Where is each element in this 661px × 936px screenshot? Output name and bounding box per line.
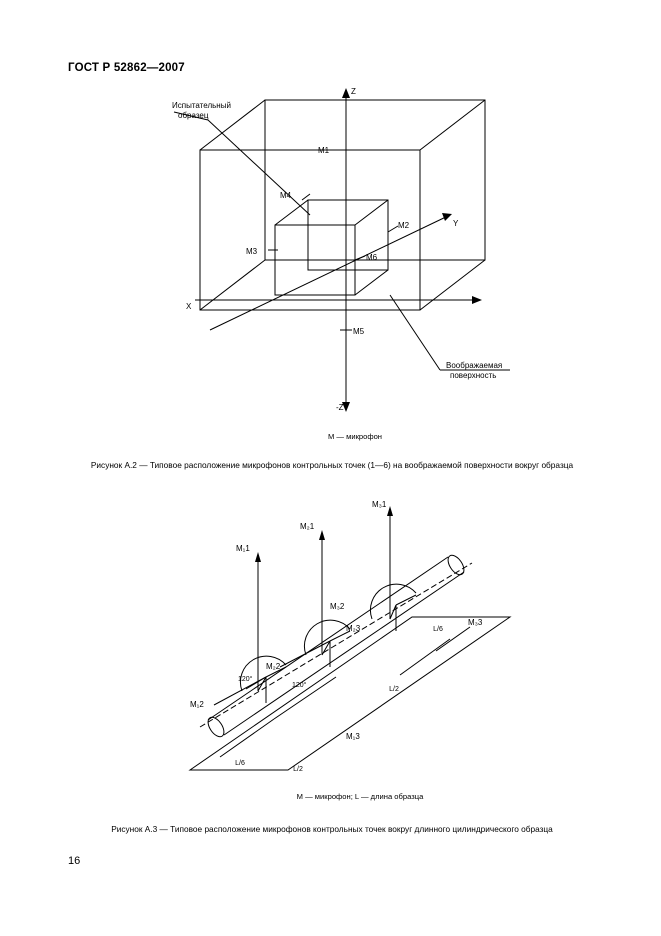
figure-a2-drawing — [150, 80, 550, 425]
label-specimen-line2: образец — [178, 111, 209, 120]
x-axis-arrow — [472, 296, 482, 304]
label-frac-l6-a: L/6 — [235, 760, 245, 767]
label-surface-line2: поверхность — [450, 371, 497, 380]
document-header: ГОСТ Р 52862—2007 — [68, 62, 185, 74]
label-axis-x: X — [186, 302, 192, 311]
mic-standard-arrow-3 — [387, 506, 393, 516]
label-m31: М₃1 — [372, 500, 387, 509]
page-number: 16 — [68, 855, 81, 867]
label-m3: М3 — [246, 247, 258, 256]
z-axis-arrow — [342, 88, 350, 98]
label-m5: М5 — [353, 327, 365, 336]
figure-a2-caption: Рисунок А.2 — Типовое расположение микрофонов контрольных точек (1—6) на воображаемой поверхности вокруг образца — [90, 460, 574, 470]
label-axis-minus-z: -Z — [336, 403, 344, 412]
label-m4: М4 — [280, 191, 292, 200]
figure-a3-drawing — [150, 495, 550, 795]
figure-a3-note: М — микрофон; L — длина образца — [296, 792, 424, 801]
label-angle-2: 120° — [292, 682, 307, 689]
label-m13: М₁3 — [346, 732, 360, 741]
label-m12: М₁2 — [190, 700, 204, 709]
label-frac-l2-a: L/2 — [293, 766, 303, 773]
figure-a2-note: М — микрофон — [327, 432, 383, 441]
figure-a3-caption: Рисунок А.3 — Типовое расположение микрофонов контрольных точек вокруг длинного цилиндрического образца — [111, 824, 553, 834]
label-axis-z: Z — [351, 87, 356, 96]
label-m11: М₁1 — [236, 544, 250, 553]
label-m23: М₂3 — [346, 624, 361, 633]
label-m2: М2 — [398, 221, 410, 230]
label-frac-l2-b: L/2 — [389, 686, 399, 693]
label-m1: М1 — [318, 146, 330, 155]
figure-a3 — [150, 495, 550, 795]
label-m32: М₃2 — [330, 602, 345, 611]
label-frac-l6-b: L/6 — [433, 626, 443, 633]
label-specimen-line1: Испытательный — [172, 101, 231, 110]
mic-standard-arrow-1 — [255, 552, 261, 562]
label-axis-y: Y — [453, 219, 459, 228]
label-m22: М₂2 — [266, 662, 281, 671]
label-surface-line1: Воображаемая — [446, 361, 503, 370]
label-m21: М₂1 — [300, 522, 315, 531]
figure-a2 — [150, 80, 550, 425]
label-angle-1: 120° — [238, 676, 253, 683]
y-axis-arrow — [442, 213, 452, 221]
mic-standard-arrow-2 — [319, 530, 325, 540]
label-m33: М₃3 — [468, 618, 483, 627]
label-m6: М6 — [366, 253, 378, 262]
